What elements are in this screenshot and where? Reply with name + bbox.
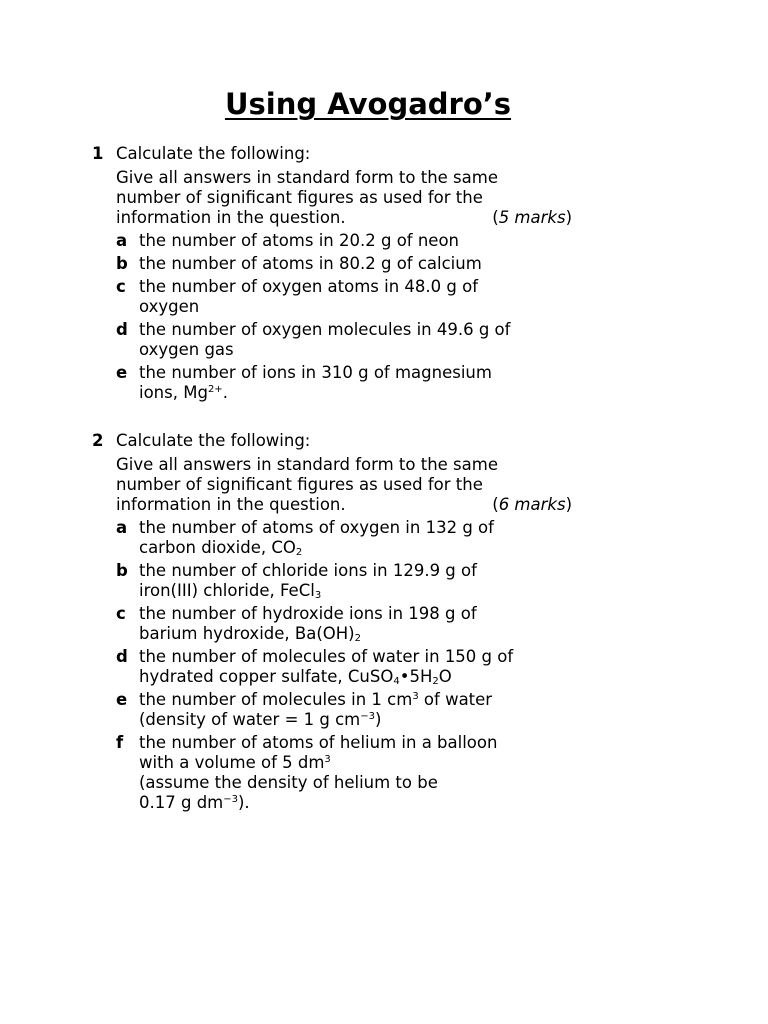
instruction-line (116, 208, 582, 228)
question-part-d (116, 320, 582, 360)
page-title: Using Avogadro’s (224, 87, 512, 121)
question-instructions (116, 455, 582, 515)
part-text: the number of oxygen molecules in 49.6 g of (139, 320, 511, 339)
instruction-line: number of significant figures as used for the (116, 475, 483, 494)
question-part-c (116, 277, 582, 317)
question-1 (92, 144, 582, 406)
question-parts (116, 518, 582, 813)
part-letter: e (116, 363, 128, 382)
part-text: (density of water = 1 g $cm^{-3}$) (139, 710, 382, 729)
part-text: the number of atoms in 20.2 g of neon (139, 231, 460, 250)
instruction-line: Give all answers in standard form to the same (116, 455, 498, 474)
marks-label: (5 marks) (492, 208, 572, 227)
part-letter: d (116, 647, 128, 666)
part-letter: d (116, 320, 128, 339)
instruction-line: number of significant figures as used for the (116, 188, 483, 207)
instruction-text: information in the question. (116, 208, 346, 227)
question-heading (92, 431, 582, 451)
question-prompt: Calculate the following: (116, 144, 311, 163)
part-text: the number of atoms of helium in a balloon (139, 733, 498, 752)
part-text: the number of ions in 310 g of magnesium (139, 363, 492, 382)
part-letter: b (116, 561, 128, 580)
question-part-e (116, 690, 582, 730)
part-letter: c (116, 277, 126, 296)
part-text: with a volume of 5 $dm^3$ (139, 753, 331, 772)
question-part-b (116, 254, 582, 274)
part-text: 0.17 g $dm^{-3}$). (139, 793, 250, 812)
part-text: the number of oxygen atoms in 48.0 g of (139, 277, 479, 296)
marks-value: 5 marks (498, 208, 566, 227)
part-text: the number of molecules of water in 150 g of (139, 647, 514, 666)
question-instructions (116, 168, 582, 228)
part-text: the number of atoms of oxygen in 132 g of (139, 518, 494, 537)
question-part-b (116, 561, 582, 601)
instruction-text: information in the question. (116, 495, 346, 514)
question-number: 2 (92, 431, 104, 450)
part-letter: c (116, 604, 126, 623)
part-text: the number of hydroxide ions in 198 g of (139, 604, 477, 623)
part-text: the number of chloride ions in 129.9 g of (139, 561, 477, 580)
question-part-a (116, 518, 582, 558)
question-parts (116, 231, 582, 403)
part-text: ions, $Mg^{2+}$. (139, 383, 228, 402)
question-number: 1 (92, 144, 104, 163)
question-part-d (116, 647, 582, 687)
part-text: the number of atoms in 80.2 g of calcium (139, 254, 482, 273)
marks-label: (6 marks) (492, 495, 572, 514)
question-2 (92, 431, 582, 816)
part-letter: f (116, 733, 124, 752)
question-prompt: Calculate the following: (116, 431, 311, 450)
part-text: iron(III) chloride, FeCl$_3$ (139, 581, 322, 601)
part-text: the number of molecules in 1 $cm^3$ of water (139, 690, 493, 709)
part-letter: e (116, 690, 128, 709)
instruction-line (116, 495, 582, 515)
part-letter: b (116, 254, 128, 273)
question-heading (92, 144, 582, 164)
question-part-e (116, 363, 582, 403)
question-part-a (116, 231, 582, 251)
question-part-f (116, 733, 582, 813)
part-text: hydrated copper sulfate, $CuSO_4•5H_2O$ (139, 667, 452, 687)
part-text: (assume the density of helium to be (139, 773, 438, 792)
question-part-c (116, 604, 582, 644)
instruction-line: Give all answers in standard form to the same (116, 168, 498, 187)
part-letter: a (116, 518, 128, 537)
marks-value: 6 marks (498, 495, 566, 514)
part-text: oxygen (139, 297, 200, 316)
part-text: barium hydroxide, $Ba(OH)_2$ (139, 624, 361, 644)
part-text: oxygen gas (139, 340, 234, 359)
part-letter: a (116, 231, 128, 250)
part-text: carbon dioxide, $CO_2$ (139, 538, 303, 558)
